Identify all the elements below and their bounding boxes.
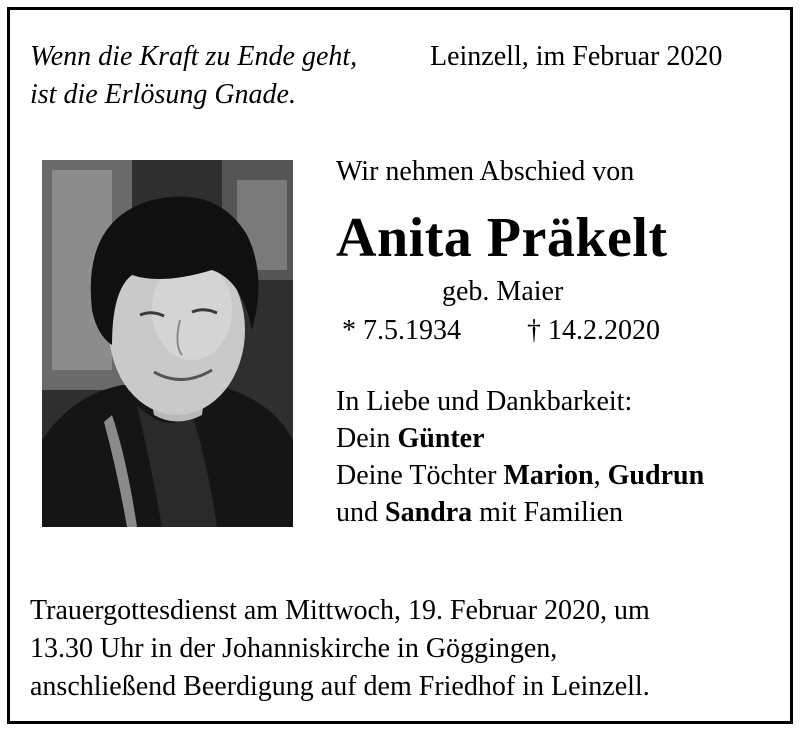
name-separator: , bbox=[593, 460, 608, 491]
portrait-photo bbox=[42, 160, 293, 527]
daughter-name-3: Sandra bbox=[385, 497, 473, 528]
motto-line-1: Wenn die Kraft zu Ende geht, bbox=[30, 41, 358, 72]
funeral-service-info bbox=[30, 592, 650, 706]
daughter-name-2: Gudrun bbox=[607, 460, 705, 491]
mourners-line-families-prefix: und bbox=[336, 497, 385, 528]
deceased-name: Anita Präkelt bbox=[336, 207, 668, 269]
motto-line-2: ist die Erlösung Gnade. bbox=[30, 79, 296, 110]
mourners-line-spouse-prefix: Dein bbox=[336, 423, 398, 454]
mourners-line-daughters bbox=[336, 457, 704, 494]
service-line-1: Trauergottesdienst am Mittwoch, 19. Februar 2020, um bbox=[30, 595, 650, 626]
service-line-2: 13.30 Uhr in der Johanniskirche in Göggingen, bbox=[30, 633, 558, 664]
death-date: † 14.2.2020 bbox=[527, 315, 660, 346]
mourners-line-families bbox=[336, 494, 704, 531]
portrait-photo-image bbox=[42, 160, 293, 527]
place-date: Leinzell, im Februar 2020 bbox=[430, 41, 723, 72]
maiden-name: geb. Maier bbox=[442, 276, 564, 307]
motto bbox=[30, 38, 357, 114]
mourners-heading: In Liebe und Dankbarkeit: bbox=[336, 386, 633, 417]
service-line-3: anschließend Beerdigung auf dem Friedhof in Leinzell. bbox=[30, 671, 650, 702]
birth-date: * 7.5.1934 bbox=[342, 315, 461, 346]
intro-text: Wir nehmen Abschied von bbox=[336, 156, 635, 187]
mourners-line-daughters-prefix: Deine Töchter bbox=[336, 460, 504, 491]
mourners-line-families-suffix: mit Familien bbox=[472, 497, 624, 528]
daughter-name-1: Marion bbox=[503, 460, 594, 491]
mourners-line-spouse bbox=[336, 420, 704, 457]
mourners-block bbox=[336, 383, 704, 531]
spouse-name: Günter bbox=[397, 423, 485, 454]
